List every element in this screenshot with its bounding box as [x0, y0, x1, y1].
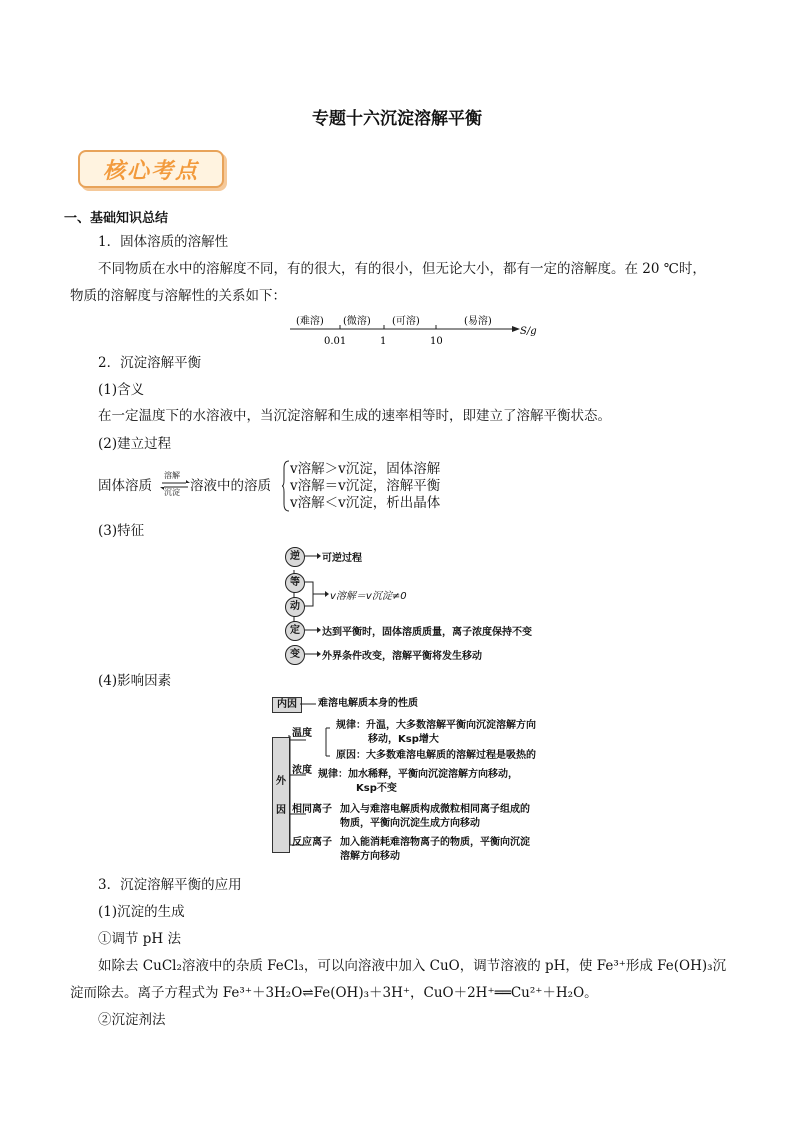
sub-heading-features: (3)特征: [98, 523, 145, 539]
concentration-rule-line-2: Ksp不变: [356, 783, 397, 794]
subsection-2-title: 2．沉淀溶解平衡: [98, 355, 202, 371]
axis-label-insoluble: (难溶): [296, 316, 324, 327]
paragraph-line: 在一定温度下的水溶液中，当沉淀溶解和生成的速率相等时，即建立了溶解平衡状态。: [98, 408, 611, 424]
feature-dynamic-icon: 动: [285, 597, 305, 617]
process-arrow-dissolve: 溶解: [164, 471, 180, 480]
core-points-badge: 核心考点: [78, 150, 224, 188]
equilibrium-arrows-icon: [160, 480, 190, 490]
process-row-2: v溶解＝v沉淀，溶解平衡: [290, 478, 441, 494]
common-ion-line-2: 物质，平衡向沉淀生成方向移动: [340, 818, 480, 829]
common-ion-line-1: 加入与难溶电解质构成微粒相同离子组成的: [340, 804, 530, 815]
feature-change-text: 外界条件改变，溶解平衡将发生移动: [322, 651, 482, 662]
factor-concentration: 浓度: [292, 765, 312, 776]
feature-equation: v溶解＝v沉淀≠0: [330, 591, 407, 602]
sub-heading-formation: (1)沉淀的生成: [98, 904, 185, 920]
paragraph-line: 不同物质在水中的溶解度不同，有的很大，有的很小，但无论大小，都有一定的溶解度。在 20 ℃时，: [98, 261, 706, 277]
outer-char-2: 因: [276, 805, 286, 816]
brace-icon: [282, 460, 290, 512]
temperature-reason: 原因：大多数难溶电解质的溶解过程是吸热的: [336, 750, 536, 761]
concentration-rule-line-1: 规律：加水稀释，平衡向沉淀溶解方向移动，: [318, 769, 518, 780]
sub-heading-meaning: (1)含义: [98, 382, 145, 398]
outer-char-1: 外: [276, 776, 286, 787]
method-ph: ①调节 pH 法: [98, 931, 181, 947]
axis-tick-0.01: 0.01: [324, 336, 347, 347]
paragraph-line: 如除去 CuCl₂溶液中的杂质 FeCl₃，可以向溶液中加入 CuO，调节溶液的 pH，使 Fe³⁺形成 Fe(OH)₃沉: [98, 958, 727, 974]
process-row-1: v溶解＞v沉淀，固体溶解: [290, 461, 441, 477]
factor-reacting-ion: 反应离子: [292, 837, 332, 848]
temperature-rule-line-1: 规律：升温，大多数溶解平衡向沉淀溶解方向: [336, 720, 536, 731]
method-precipitant: ②沉淀剂法: [98, 1012, 166, 1028]
axis-tick-1: 1: [380, 336, 387, 347]
axis-label-slightly: (微溶): [343, 316, 371, 327]
paragraph-line: 淀而除去。离子方程式为 Fe³⁺＋3H₂O⇌Fe(OH)₃＋3H⁺，CuO＋2H⁺══Cu²⁺＋H₂O。: [70, 985, 598, 1001]
section-heading: 一、基础知识总结: [64, 211, 169, 226]
process-left: 固体溶质: [98, 478, 152, 494]
subsection-1-title: 1．固体溶质的溶解性: [98, 234, 229, 250]
feature-reverse-icon: 逆: [285, 547, 305, 567]
process-middle: 溶液中的溶质: [190, 478, 271, 494]
factor-temperature: 温度: [292, 728, 312, 739]
process-arrow-precipitate: 沉淀: [164, 488, 180, 497]
feature-fixed-icon: 定: [285, 621, 305, 641]
axis-label-very-soluble: (易溶): [464, 316, 492, 327]
reacting-ion-line-2: 溶解方向移动: [340, 851, 400, 862]
page-title: 专题十六沉淀溶解平衡: [312, 109, 482, 129]
feature-reverse-text: 可逆过程: [322, 553, 362, 564]
axis-unit: S/g: [520, 326, 537, 337]
feature-change-icon: 变: [285, 645, 305, 665]
inner-factor-box: 内因: [272, 697, 302, 713]
sub-heading-process: (2)建立过程: [98, 436, 172, 452]
feature-fixed-text: 达到平衡时，固体溶质质量，离子浓度保持不变: [322, 627, 532, 638]
paragraph-line: 物质的溶解度与溶解性的关系如下：: [70, 288, 286, 304]
temperature-rule-line-2: 移动，Ksp增大: [368, 734, 439, 745]
process-row-3: v溶解＜v沉淀，析出晶体: [290, 495, 441, 511]
inner-factor-text: 难溶电解质本身的性质: [318, 698, 418, 709]
factor-common-ion: 相同离子: [292, 804, 332, 815]
features-arrows: [305, 550, 335, 660]
axis-label-soluble: (可溶): [392, 316, 420, 327]
feature-equal-icon: 等: [285, 573, 305, 593]
reacting-ion-line-1: 加入能消耗难溶物离子的物质，平衡向沉淀: [340, 837, 530, 848]
subsection-3-title: 3．沉淀溶解平衡的应用: [98, 877, 242, 893]
axis-tick-10: 10: [430, 336, 443, 347]
solubility-axis-diagram: [280, 310, 540, 350]
sub-heading-factors: (4)影响因素: [98, 673, 172, 689]
